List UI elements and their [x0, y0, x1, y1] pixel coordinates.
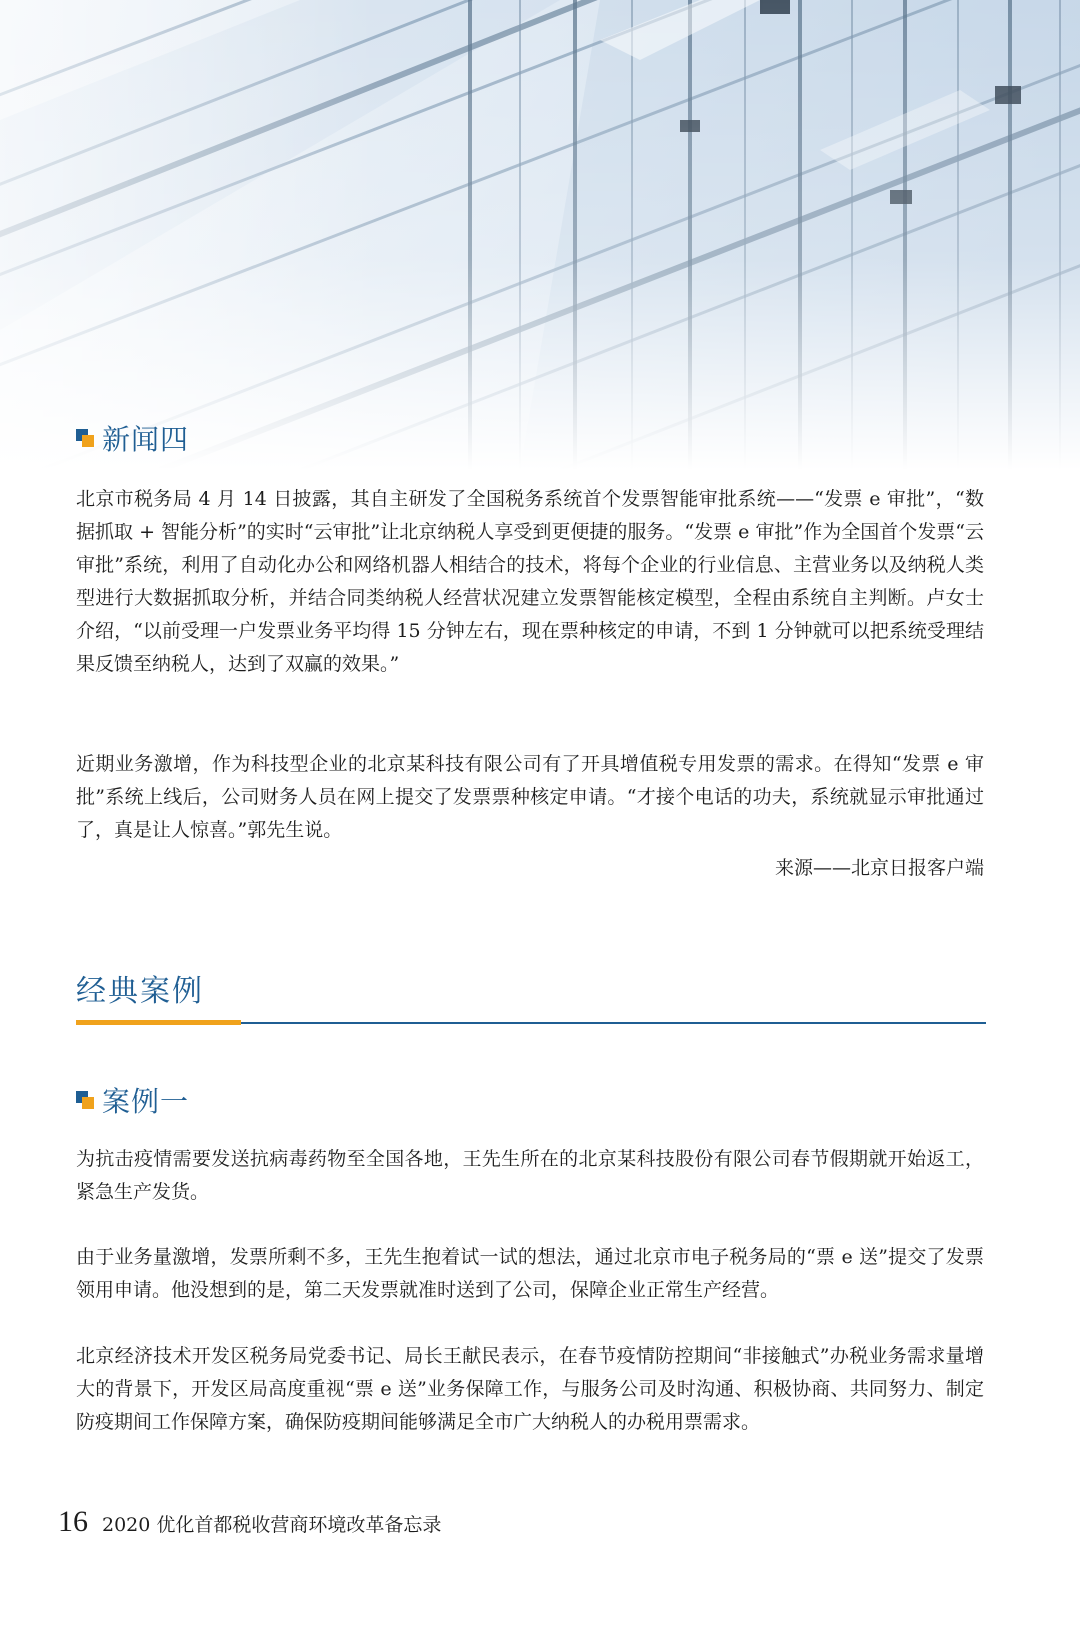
case1-paragraph-2: 由于业务量激增，发票所剩不多，王先生抱着试一试的想法，通过北京市电子税务局的“票 e 送”提交了发票领用申请。他没想到的是，第二天发票就准时送到了公司，保障企业正常生产经营。: [76, 1246, 984, 1301]
news4-paragraph-2: 近期业务激增，作为科技型企业的北京某科技有限公司有了开具增值税专用发票的需求。在得知“发票 e 审批”系统上线后，公司财务人员在网上提交了发票票种核定申请。“才接个电话的功夫，系统就显示审批通过了，真是让人惊喜。”郭先生说。: [76, 753, 984, 841]
case1-heading-text: 案例一: [102, 1085, 190, 1118]
heading-marker-icon: [76, 1091, 94, 1109]
case1-paragraph-1: 为抗击疫情需要发送抗病毒药物至全国各地，王先生所在的北京某科技股份有限公司春节假期就开始返工，紧急生产发货。: [76, 1148, 984, 1203]
heading-marker-icon: [76, 429, 94, 447]
rule-orange-segment: [76, 1020, 241, 1025]
news-source: 来源——北京日报客户端: [774, 857, 984, 879]
classic-cases-rule: [76, 1020, 986, 1025]
page-number: 16: [58, 1505, 88, 1538]
case1-paragraph-3: 北京经济技术开发区税务局党委书记、局长王献民表示，在春节疫情防控期间“非接触式”办税业务需求量增大的背景下，开发区局高度重视“票 e 送”业务保障工作，与服务公司及时沟通、积极协商、共同努力、制定防疫期间工作保障方案，确保防疫期间能够满足全市广大纳税人的办税用票需求。: [76, 1345, 984, 1433]
news4-heading-text: 新闻四: [102, 423, 190, 456]
classic-cases-heading: 经典案例: [76, 974, 204, 1009]
header-photo: [0, 0, 1080, 470]
news4-heading: [76, 418, 189, 458]
glass-facade-image: [0, 0, 1080, 470]
case1-heading: [76, 1080, 189, 1120]
footer-title: 2020 优化首都税收营商环境改革备忘录: [102, 1514, 442, 1536]
news4-paragraph-1: 北京市税务局 4 月 14 日披露，其自主研发了全国税务系统首个发票智能审批系统——“发票 e 审批”，“数据抓取 + 智能分析”的实时“云审批”让北京纳税人享受到更便捷的服务。“发票 e 审批”作为全国首个发票“云审批”系统，利用了自动化办公和网络机器人相结合的技术，将每个企业的行业信息、主营业务以及纳税人类型进行大数据抓取分析，并结合同类纳税人经营状况建立发票智能核定模型，全程由系统自主判断。卢女士介绍，“以前受理一户发票业务平均得 15 分钟左右，现在票种核定的申请，不到 1 分钟就可以把系统受理结果反馈至纳税人，达到了双赢的效果。”: [76, 488, 984, 675]
page-footer: [58, 1505, 441, 1539]
rule-blue-segment: [241, 1022, 986, 1024]
